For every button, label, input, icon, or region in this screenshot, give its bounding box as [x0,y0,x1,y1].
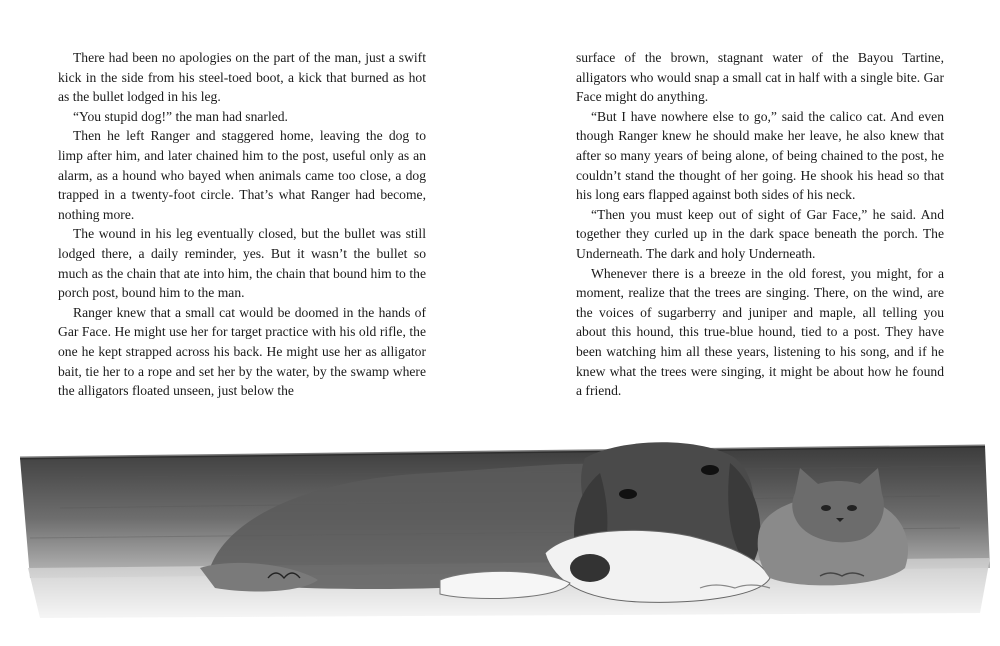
paragraph: The wound in his leg eventually closed, but the bullet was still lodged there, a daily reminder, yes. But it wasn’t the bullet so much as the chain that ate into him, the chain that bound him to the porch post, bound him to the man. [58,226,426,301]
continued-paragraph: surface of the brown, stagnant water of the Bayou Tartine, alligators who would snap a small cat in half with a single bite. Gar Face might do anything. [576,50,944,105]
paragraph: “You stupid dog!” the man had snarled. [73,108,288,124]
paragraph: Then he left Ranger and staggered home, leaving the dog to limp after him, and later chained him to the post, useful only as an alarm, as a hound who bayed when animals came too close, a dog trapped in a twenty-foot circle. That’s what Ranger had become, nothing more. [58,128,426,222]
paragraph: There had been no apologies on the part of the man, just a swift kick in the side from his steel-toed boot, a kick that burned as hot as the bullet lodged in his leg. [58,50,426,105]
hound-eye [619,489,637,499]
cat-eye [821,505,831,511]
paragraph: “Then you must keep out of sight of Gar Face,” he said. And together they curled up in the dark space beneath the porch. The Underneath. The dark and holy Underneath. [576,206,944,261]
left-page-text [58,48,426,401]
paragraph: Whenever there is a breeze in the old forest, you might, for a moment, realize that the trees are singing. There, on the wind, are the voices of sugarberry and juniper and maple, all telling you about this hound, this true-blue hound, tied to a post. They have been watching him all these years, listening to his song, and if he knew what the trees were singing, it might be about how he found a friend. [576,265,944,399]
hound-nose [570,554,610,582]
hound-and-cat-illustration [0,418,1000,646]
right-page-text [576,48,944,401]
paragraph: Ranger knew that a small cat would be doomed in the hands of Gar Face. He might use her for target practice with his old rifle, the one he kept strapped across his back. He might use her as alligator bait, tie her to a rope and set her by the water, by the swamp where the alligators floated unseen, just below the [58,304,426,399]
hound-eye [701,465,719,475]
paragraph: “But I have nowhere else to go,” said the calico cat. And even though Ranger knew he should make her leave, he also knew that after so many years of being alone, of being chained to the post, he couldn’t stand the thought of her going. He shook his head so that his long ears flapped against both sides of his neck. [576,108,944,203]
cat-eye [847,505,857,511]
